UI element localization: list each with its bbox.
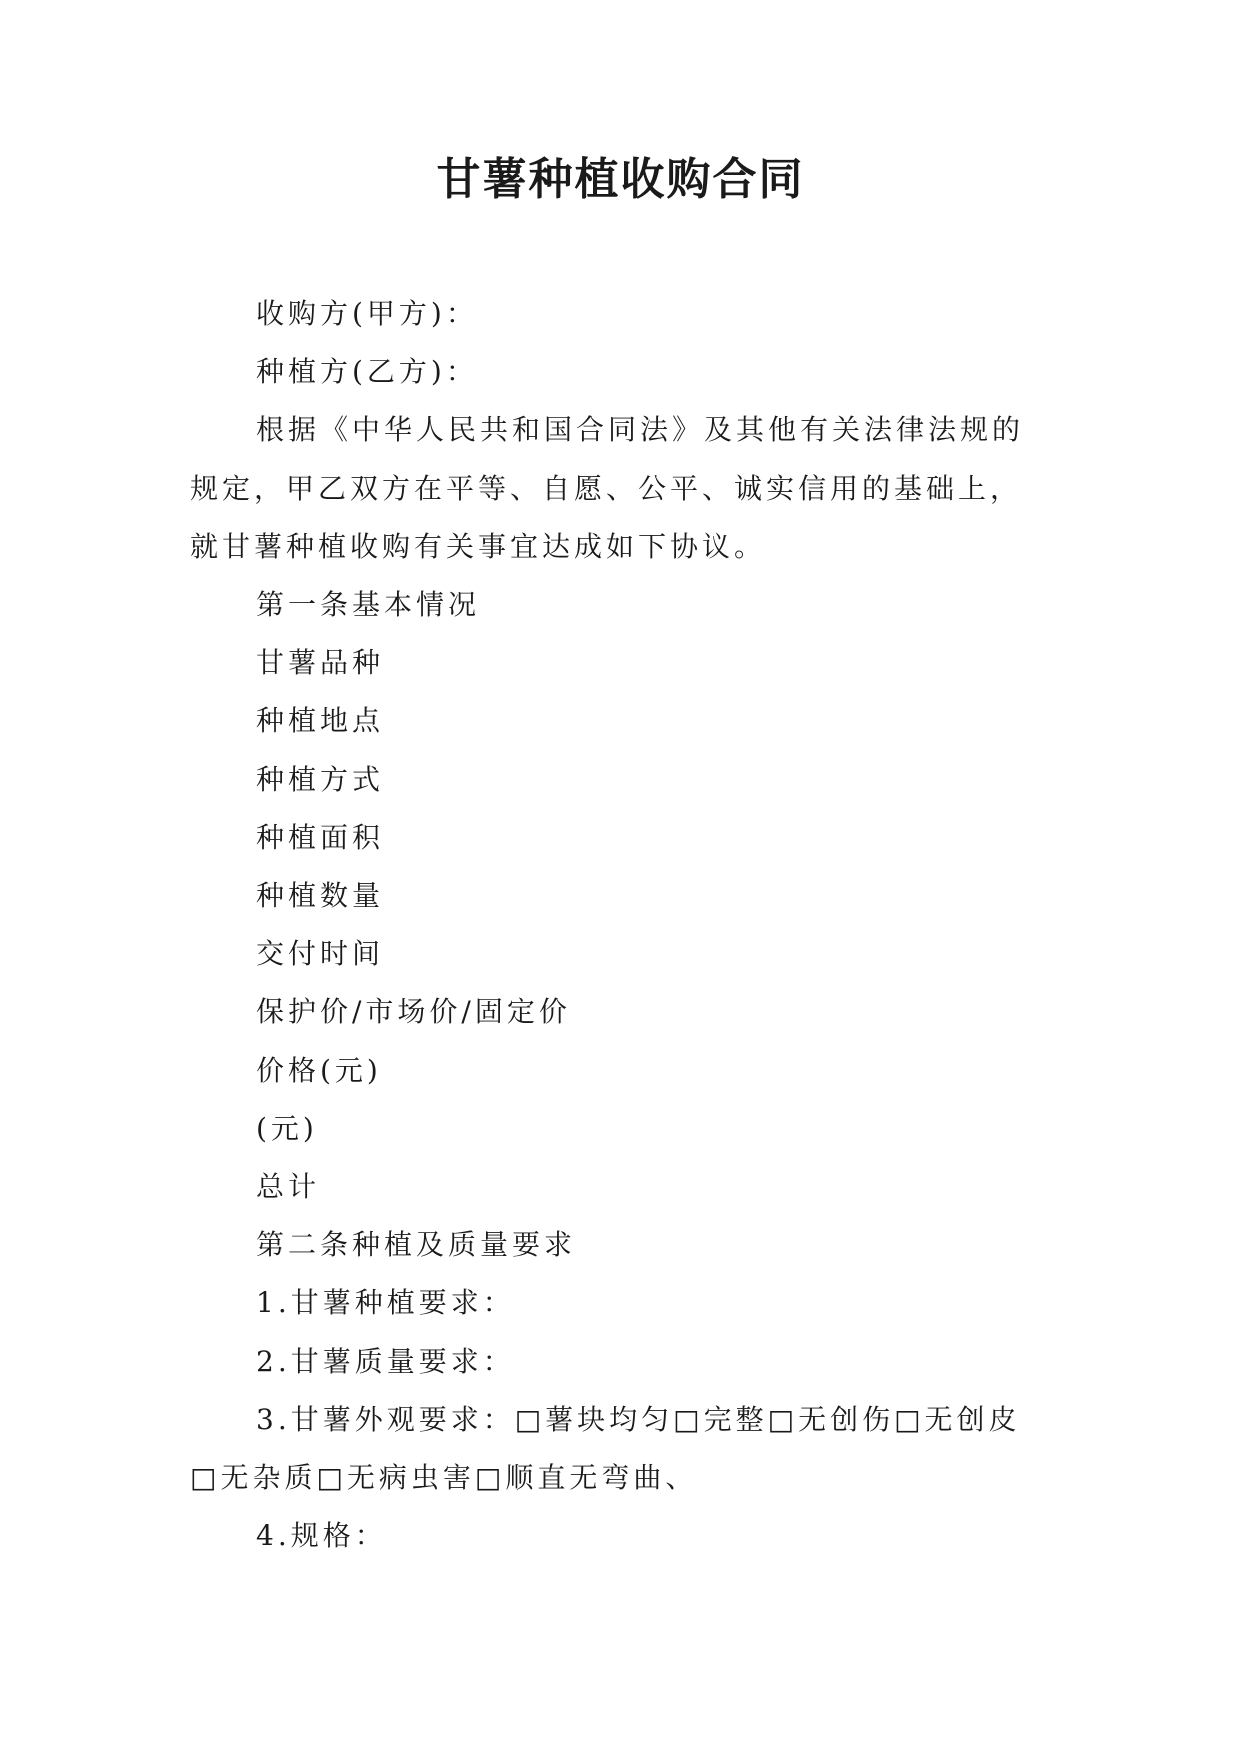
requirement-appearance: 3.甘薯外观要求：□薯块均匀□完整□无创伤□无创皮□无杂质□无病虫害□顺直无弯曲、 (190, 1402, 1021, 1495)
requirement-planting: 1.甘薯种植要求： (256, 1286, 515, 1320)
article-1-heading: 第一条基本情况 (256, 588, 481, 622)
requirement-quality: 2.甘薯质量要求： (256, 1344, 515, 1378)
preamble-paragraph: 根据《中华人民共和国合同法》及其他有关法律法规的规定，甲乙双方在平等、自愿、公平、诚实信用的基础上，就甘薯种植收购有关事宜达成如下协议。 (190, 413, 1025, 563)
field-location: 种植地点 (256, 704, 385, 738)
field-variety: 甘薯品种 (256, 646, 385, 680)
article-2-heading: 第二条种植及质量要求 (256, 1228, 577, 1262)
field-method: 种植方式 (256, 762, 385, 796)
field-area: 种植面积 (256, 820, 385, 854)
field-price: 价格(元) (256, 1053, 382, 1087)
document-body (190, 285, 1050, 1565)
party-b-line: 种植方(乙方)： (256, 355, 478, 389)
field-price-type: 保护价/市场价/固定价 (256, 995, 571, 1029)
field-quantity: 种植数量 (256, 879, 385, 913)
document-title: 甘薯种植收购合同 (436, 154, 805, 205)
field-delivery-time: 交付时间 (256, 937, 385, 971)
party-a-line: 收购方(甲方)： (256, 297, 478, 330)
field-unit: (元) (256, 1111, 318, 1145)
requirement-spec: 4.规格： (256, 1519, 387, 1553)
field-total: 总计 (256, 1170, 321, 1204)
